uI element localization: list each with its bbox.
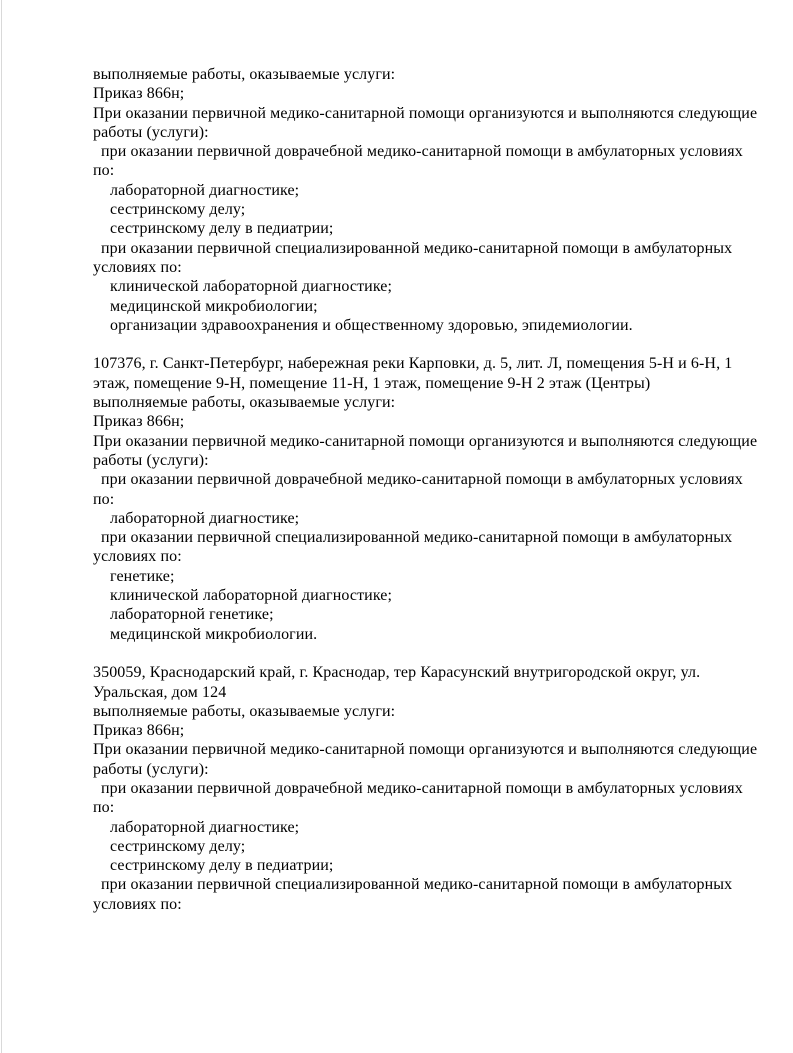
- document-text-block: [93, 65, 757, 914]
- text-line: лабораторной диагностике;: [110, 509, 300, 527]
- text-line: При оказании первичной медико-санитарной помощи организуются и выполняются следующие: [93, 432, 758, 450]
- text-line: 350059, Краснодарский край, г. Краснодар, тер Карасунский внутригородской округ, ул.: [93, 664, 701, 682]
- page-left-edge-line: [1, 0, 2, 1053]
- text-line: по:: [93, 799, 115, 817]
- document-section-3: [93, 663, 757, 914]
- text-line: Приказ 866н;: [93, 722, 185, 740]
- text-line: работы (услуги):: [93, 451, 209, 469]
- text-line: Приказ 866н;: [93, 85, 185, 103]
- text-line: лабораторной диагностике;: [110, 181, 300, 199]
- text-line: условиях по:: [93, 895, 182, 913]
- text-line: сестринскому делу в педиатрии;: [110, 857, 334, 875]
- text-line: лабораторной генетике;: [110, 606, 274, 624]
- text-line: При оказании первичной медико-санитарной помощи организуются и выполняются следующие: [93, 741, 758, 759]
- text-line: сестринскому делу;: [110, 201, 246, 219]
- text-line: работы (услуги):: [93, 760, 209, 778]
- text-line: клинической лабораторной диагностике;: [110, 587, 393, 605]
- text-line: Уральская, дом 124: [93, 683, 227, 701]
- text-line: медицинской микробиологии.: [110, 625, 318, 643]
- text-line: условиях по:: [93, 548, 182, 566]
- text-line: работы (услуги):: [93, 123, 209, 141]
- text-line: выполняемые работы, оказываемые услуги:: [93, 394, 396, 412]
- text-line: условиях по:: [93, 258, 182, 276]
- text-line: по:: [93, 162, 115, 180]
- text-line: при оказании первичной доврачебной медико-санитарной помощи в амбулаторных условиях: [101, 779, 743, 797]
- text-line: при оказании первичной специализированной медико-санитарной помощи в амбулаторных: [101, 529, 733, 547]
- text-line: сестринскому делу в педиатрии;: [110, 220, 334, 238]
- document-section-2: [93, 354, 757, 643]
- text-line: при оказании первичной доврачебной медико-санитарной помощи в амбулаторных условиях: [101, 143, 743, 161]
- text-line: лабораторной диагностике;: [110, 818, 300, 836]
- text-line: При оказании первичной медико-санитарной помощи организуются и выполняются следующие: [93, 104, 758, 122]
- text-line: клинической лабораторной диагностике;: [110, 278, 393, 296]
- text-line: выполняемые работы, оказываемые услуги:: [93, 66, 396, 83]
- text-line: организации здравоохранения и общественному здоровью, эпидемиологии.: [110, 316, 633, 334]
- text-line: генетике;: [110, 567, 175, 585]
- text-line: сестринскому делу;: [110, 837, 246, 855]
- text-line: медицинской микробиологии;: [110, 297, 318, 315]
- text-line: по:: [93, 490, 115, 508]
- text-line: при оказании первичной доврачебной медико-санитарной помощи в амбулаторных условиях: [101, 471, 743, 489]
- text-line: выполняемые работы, оказываемые услуги:: [93, 702, 396, 720]
- text-line: при оказании первичной специализированной медико-санитарной помощи в амбулаторных: [101, 239, 733, 257]
- text-line: этаж, помещение 9-Н, помещение 11-Н, 1 этаж, помещение 9-Н 2 этаж (Центры): [93, 374, 651, 392]
- text-line: Приказ 866н;: [93, 413, 185, 431]
- document-section-1: [93, 65, 757, 335]
- text-line: 107376, г. Санкт-Петербург, набережная реки Карповки, д. 5, лит. Л, помещения 5-Н и 6-Н, 1: [93, 355, 733, 373]
- text-line: при оказании первичной специализированной медико-санитарной помощи в амбулаторных: [101, 876, 733, 894]
